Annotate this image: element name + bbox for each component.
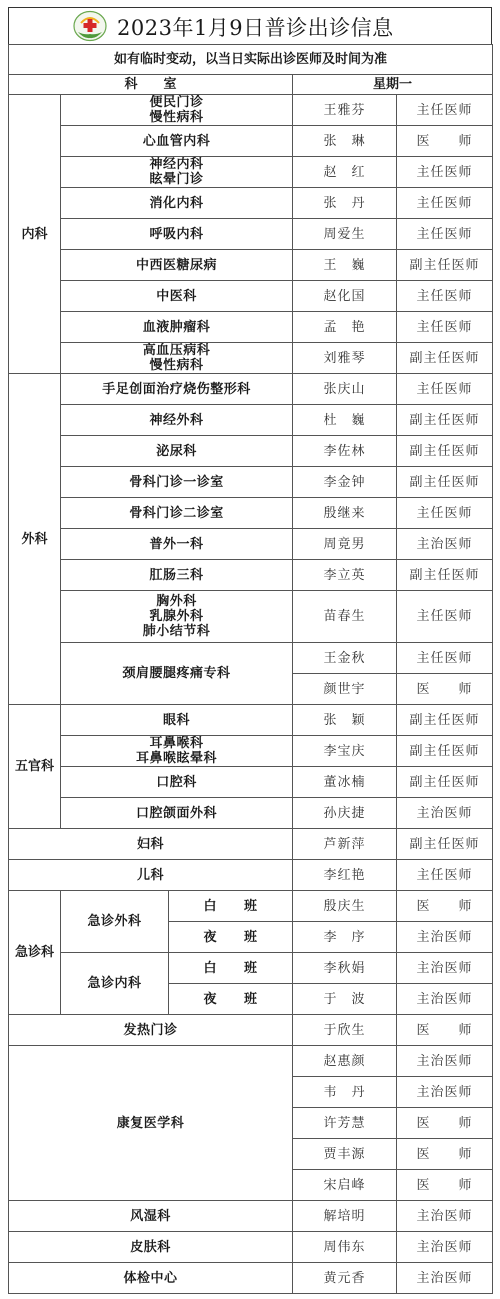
dept-cell: 风湿科: [9, 1201, 293, 1232]
doctor-title: 医 师: [397, 891, 493, 922]
doctor-name: 于欣生: [293, 1015, 397, 1046]
doctor-title: 主治医师: [397, 1046, 493, 1077]
doctor-name: 杜 巍: [293, 405, 397, 436]
doctor-name: 王雅芬: [293, 95, 397, 126]
doctor-name: 许芳慧: [293, 1108, 397, 1139]
doctor-name: 赵 红: [293, 157, 397, 188]
dept-cell: 神经外科: [61, 405, 293, 436]
dept-cell: 中西医糖尿病: [61, 250, 293, 281]
doctor-name: 贾丰源: [293, 1139, 397, 1170]
doctor-name: 颜世宇: [293, 674, 397, 705]
dept-cell: 高血压病科 慢性病科: [61, 343, 293, 374]
doctor-name: 周伟东: [293, 1232, 397, 1263]
doctor-title: 主治医师: [397, 953, 493, 984]
doctor-title: 主任医师: [397, 188, 493, 219]
dept-cell: 神经内科 眩晕门诊: [61, 157, 293, 188]
doctor-title: 主治医师: [397, 1263, 493, 1294]
doctor-name: 周竟男: [293, 529, 397, 560]
doctor-title: 主治医师: [397, 922, 493, 953]
doctor-title: 副主任医师: [397, 405, 493, 436]
shift-label: 白 班: [169, 953, 293, 984]
dept-cell: 血液肿瘤科: [61, 312, 293, 343]
doctor-name: 孙庆捷: [293, 798, 397, 829]
doctor-title: 主任医师: [397, 591, 493, 643]
shift-label: 白 班: [169, 891, 293, 922]
dept-cell: 便民门诊 慢性病科: [61, 95, 293, 126]
dept-cell: 急诊内科: [61, 953, 169, 1015]
doctor-name: 张庆山: [293, 374, 397, 405]
dept-cell: 儿科: [9, 860, 293, 891]
dept-cell: 急诊外科: [61, 891, 169, 953]
dept-cell: 手足创面治疗烧伤整形科: [61, 374, 293, 405]
doctor-title: 主任医师: [397, 219, 493, 250]
dept-cell: 消化内科: [61, 188, 293, 219]
doctor-name: 张 琳: [293, 126, 397, 157]
doctor-name: 李 序: [293, 922, 397, 953]
group-label-emergency: 急诊科: [9, 891, 61, 1015]
doctor-title: 主治医师: [397, 984, 493, 1015]
dept-cell: 骨科门诊一诊室: [61, 467, 293, 498]
doctor-title: 主治医师: [397, 798, 493, 829]
doctor-name: 李立英: [293, 560, 397, 591]
dept-cell: 口腔颌面外科: [61, 798, 293, 829]
column-header-dept: 科 室: [9, 75, 293, 95]
group-label-surgery: 外科: [9, 374, 61, 705]
group-label-internal: 内科: [9, 95, 61, 374]
doctor-name: 李宝庆: [293, 736, 397, 767]
doctor-title: 主任医师: [397, 498, 493, 529]
shift-label: 夜 班: [169, 984, 293, 1015]
doctor-title: 主任医师: [397, 643, 493, 674]
dept-cell: 体检中心: [9, 1263, 293, 1294]
doctor-title: 主任医师: [397, 312, 493, 343]
doctor-title: 主任医师: [397, 860, 493, 891]
doctor-title: 主任医师: [397, 281, 493, 312]
doctor-title: 主治医师: [397, 1201, 493, 1232]
doctor-title: 医 师: [397, 1170, 493, 1201]
doctor-name: 黄元香: [293, 1263, 397, 1294]
schedule-table: [8, 44, 493, 1294]
hospital-logo-icon: [72, 10, 108, 42]
doctor-name: 李秋娟: [293, 953, 397, 984]
doctor-title: 医 师: [397, 674, 493, 705]
doctor-name: 李佐林: [293, 436, 397, 467]
column-header-day: 星期一: [293, 75, 493, 95]
shift-label: 夜 班: [169, 922, 293, 953]
notice-text: 如有临时变动，以当日实际出诊医师及时间为准: [9, 45, 493, 75]
doctor-title: 主治医师: [397, 529, 493, 560]
doctor-name: 芦新萍: [293, 829, 397, 860]
dept-cell: 皮肤科: [9, 1232, 293, 1263]
doctor-title: 副主任医师: [397, 560, 493, 591]
dept-cell: 妇科: [9, 829, 293, 860]
dept-cell: 心血管内科: [61, 126, 293, 157]
doctor-name: 解培明: [293, 1201, 397, 1232]
dept-cell: 发热门诊: [9, 1015, 293, 1046]
dept-cell: 口腔科: [61, 767, 293, 798]
doctor-title: 副主任医师: [397, 736, 493, 767]
page-title: 2023年1月9日普诊出诊信息: [117, 16, 394, 40]
doctor-title: 主任医师: [397, 95, 493, 126]
doctor-name: 李金钟: [293, 467, 397, 498]
dept-cell: 胸外科 乳腺外科 肺小结节科: [61, 591, 293, 643]
header-bar: [8, 7, 492, 45]
doctor-title: 医 师: [397, 1108, 493, 1139]
doctor-title: 医 师: [397, 1015, 493, 1046]
doctor-title: 副主任医师: [397, 343, 493, 374]
doctor-name: 赵惠颜: [293, 1046, 397, 1077]
doctor-name: 王 巍: [293, 250, 397, 281]
doctor-name: 孟 艳: [293, 312, 397, 343]
doctor-title: 副主任医师: [397, 767, 493, 798]
doctor-name: 于 波: [293, 984, 397, 1015]
doctor-title: 副主任医师: [397, 436, 493, 467]
doctor-name: 李红艳: [293, 860, 397, 891]
doctor-name: 韦 丹: [293, 1077, 397, 1108]
dept-cell: 眼科: [61, 705, 293, 736]
doctor-name: 苗春生: [293, 591, 397, 643]
doctor-name: 殷继来: [293, 498, 397, 529]
doctor-title: 医 师: [397, 126, 493, 157]
doctor-title: 主治医师: [397, 1077, 493, 1108]
doctor-name: 刘雅琴: [293, 343, 397, 374]
doctor-title: 副主任医师: [397, 467, 493, 498]
doctor-title: 主任医师: [397, 374, 493, 405]
doctor-name: 董冰楠: [293, 767, 397, 798]
dept-cell: 颈肩腰腿疼痛专科: [61, 643, 293, 705]
dept-cell: 骨科门诊二诊室: [61, 498, 293, 529]
doctor-title: 主任医师: [397, 157, 493, 188]
dept-cell: 耳鼻喉科 耳鼻喉眩晕科: [61, 736, 293, 767]
dept-cell: 康复医学科: [9, 1046, 293, 1201]
doctor-name: 周爱生: [293, 219, 397, 250]
doctor-title: 副主任医师: [397, 829, 493, 860]
doctor-title: 主治医师: [397, 1232, 493, 1263]
doctor-name: 张 丹: [293, 188, 397, 219]
doctor-title: 副主任医师: [397, 250, 493, 281]
doctor-name: 赵化国: [293, 281, 397, 312]
dept-cell: 中医科: [61, 281, 293, 312]
doctor-title: 医 师: [397, 1139, 493, 1170]
group-label-ent: 五官科: [9, 705, 61, 829]
doctor-name: 宋启峰: [293, 1170, 397, 1201]
doctor-title: 副主任医师: [397, 705, 493, 736]
dept-cell: 肛肠三科: [61, 560, 293, 591]
dept-cell: 泌尿科: [61, 436, 293, 467]
doctor-name: 殷庆生: [293, 891, 397, 922]
doctor-name: 王金秋: [293, 643, 397, 674]
doctor-name: 张 颖: [293, 705, 397, 736]
dept-cell: 普外一科: [61, 529, 293, 560]
dept-cell: 呼吸内科: [61, 219, 293, 250]
